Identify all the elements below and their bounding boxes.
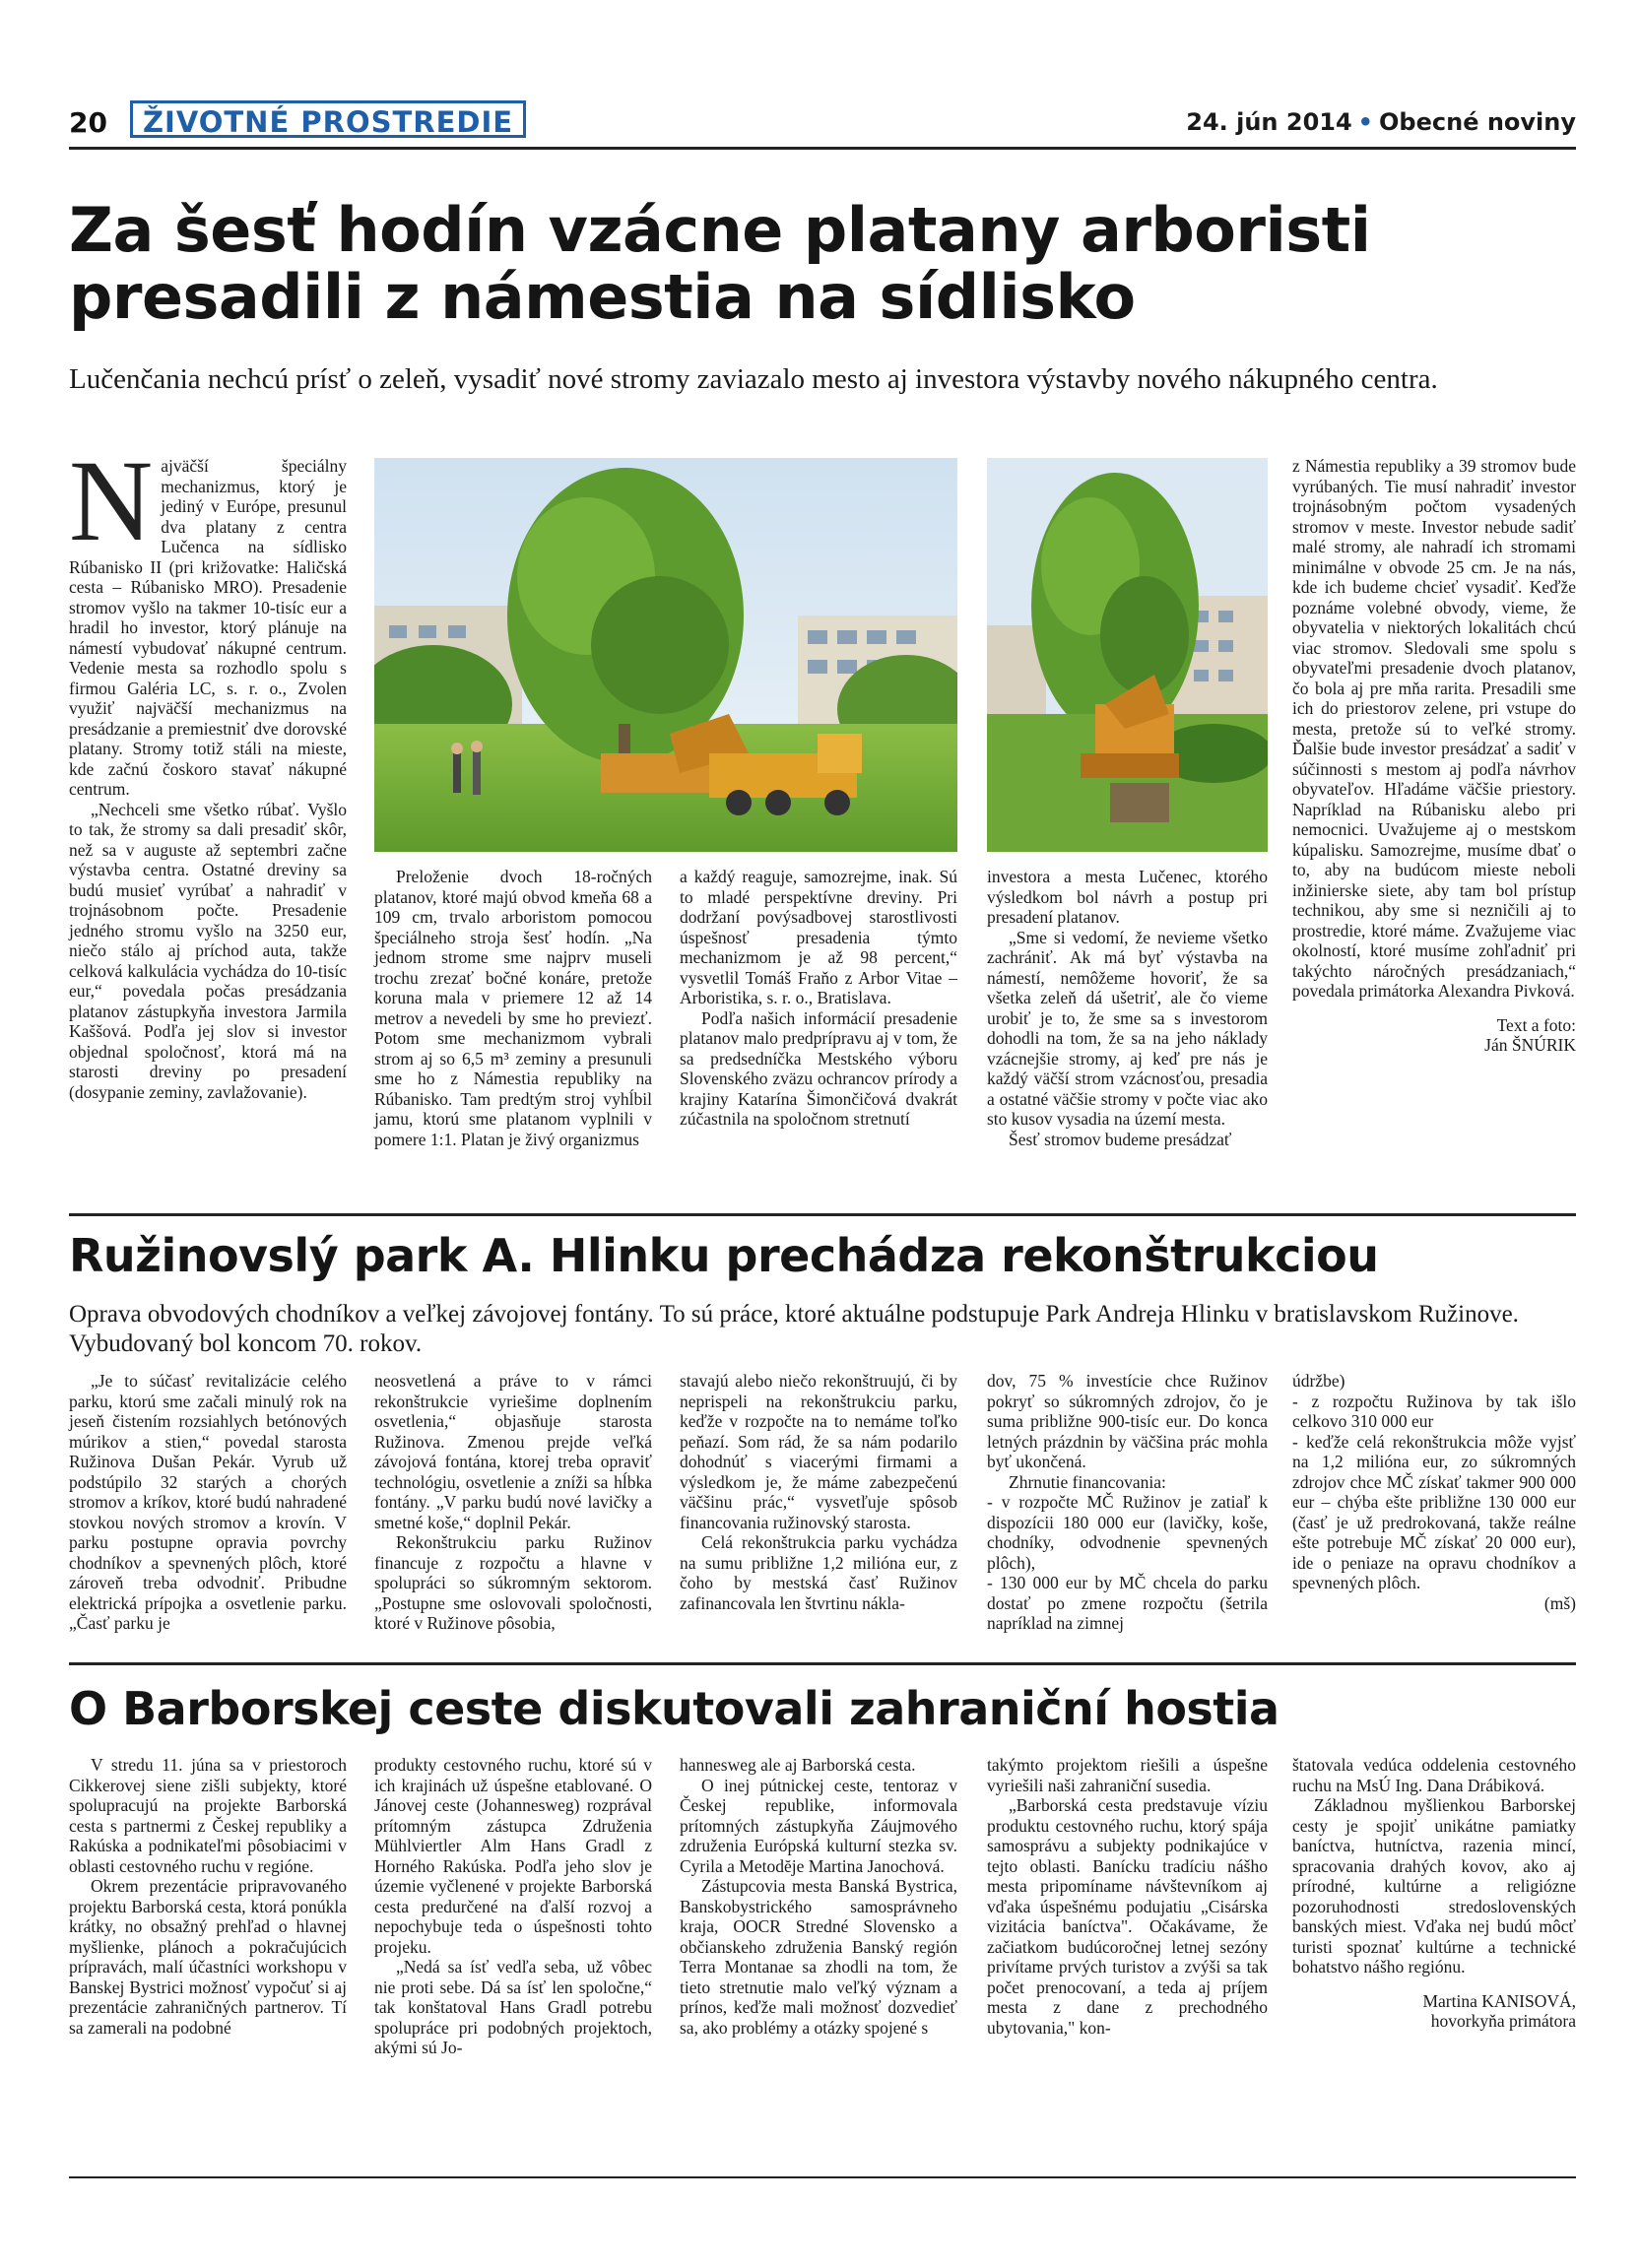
article1-col1-p1: Najväčší špeciálny mechanizmus, ktorý je jediný v Európe, presunul dva platany z centra Lučenca na sídlisko Rúbanisko II (pri križovatke: Haličská cesta – Rúbanisko MRO). Presadenie stromov vyšlo na takmer 10-tisíc eur a hradil ho investor, ktorý plánuje na námestí vybudovať nákupné centrum. Vedenie mesta sa rozhodlo spolu s firmou Galéria LC, s. r. o., Zvolen využiť najväčší mechanizmus na presádzanie a premiestniť dve dorovské platany. Stromy totiž stáli na mieste, kde začnú čoskoro stavať nákupné centrum. (69, 436, 347, 799)
page-number: 20 (69, 106, 107, 139)
article2-col4-p1: dov, 75 % investície chce Ružinov pokryť so súkromných zdrojov, čo je suma približne 900-tisíc eur. Do konca letných prázdnin by väčšina prác mohla byť ukončená. (987, 1371, 1268, 1471)
article1-col5-p1: z Námestia republiky a 39 stromov bude vyrúbaných. Tie musí nahradiť investor trojnásobným počtom vysadených stromov v meste. Investor nebude sadiť malé stromy, ale nahradí ich stromami minimálne v obvode 25 cm. Je na nás, kde ich budeme chcieť vysadiť. Keďže poznáme volebné obvody, vieme, že obyvatelia v niektorých lokalitách chcú viac stromov. Sledovali sme spolu s obyvateľmi presadenie dvoch platanov, čo bola aj pre mňa rarita. Presadili sme ich do priestorov zelene, pri vstupe do mesta, pretože sú to veľké stromy. Ďalšie bude investor presádzať a sadiť v súčinnosti s mestom aj podľa návrhov obyvateľov. Hľadáme väčšie priestory. Napríklad na Rúbanisku alebo pri nemocnici. Uvažujeme aj o mestskom kúpalisku. Samozrejme, musíme dbať o to, aby na budúcom mieste neboli inžinierske siete, aby tam bol prístup technikou, aby sme si nezničili aj to prostredie, ktoré máme. Zvažujeme viac okolností, ktoré musíme zohľadniť pri takýchto náročných presádzaniach,“ povedala primátorka Alexandra Pivková. (1292, 456, 1576, 1001)
article3-headline: O Barborskej ceste diskutovali zahraniční hostia (69, 1682, 1279, 1735)
article1-col3-p2: Podľa našich informácií presadenie platanov malo predprípravu aj v tom, že sa predsedníčka Mestského výboru Slovenského zväzu ochrancov prírody a krajiny Katarína Šimončičová dvakrát zúčastnila na spoločnom stretnutí (680, 1007, 957, 1129)
article2-col2-p2: Rekonštrukciu parku Ružinov financuje z rozpočtu a hlavne v spolupráci so súkromným sektorom. „Postupne sme oslovovali spoločnosti, ktoré v Ružinove pôsobia, (374, 1532, 652, 1633)
article1-col4-p3: Šesť stromov budeme presádzať (1009, 1129, 1232, 1149)
article2-col5-item2: - keďže celá rekonštrukcia môže vyjsť na 1,2 milióna eur, zo súkromných zdrojov chce MČ získať takmer 900 000 eur – chýba ešte približne 130 000 eur (časť je už predrokovaná, takže reálne ešte potrebuje MČ získať 20 000 eur), ide o peniaze na opravu chodníkov a spevnených plôch. (1292, 1431, 1576, 1592)
article1-column-5 (1292, 456, 1576, 1056)
photo-credit-author: Ján ŠNÚRIK (1484, 1035, 1576, 1055)
article1-headline-line2: presadili z námestia na sídlisko (69, 261, 1136, 333)
page-header (69, 98, 1576, 150)
article2-col4-item2: - 130 000 eur by MČ chcela do parku dostať po zmene rozpočtu (šetrila napríklad na zimnej (987, 1573, 1268, 1633)
article3-col4-p2: „Barborská cesta predstavuje víziu produktu cestovného ruchu, ktorý spája samosprávu a subjekty podnikajúce v tejto oblasti. Banícku tradíciu nášho mesta pripomíname návštevníkom aj vďaka úspešnému podujatiu „Cisárska vizitácia baníctva". Očakávame, že začiatkom budúcoročnej letnej sezóny privítame prvých turistov a zvýši sa tak počet prenocovaní, a teda aj príjem mesta z dane z prechodného ubytovania," kon- (987, 1795, 1268, 2038)
article2-col5-item1: - z rozpočtu Ružinova by tak išlo celkovo 310 000 eur (1292, 1391, 1576, 1431)
newspaper-name: Obecné noviny (1379, 108, 1576, 136)
article3-col3-p3: Zástupcovia mesta Banská Bystrica, Banskobystrického samosprávneho kraja, OOCR Stredné Slovensko a občianskeho združenia Banský región Terra Montanae sa zhodli na tom, že tieto stretnutie malo veľký význam a prínos, keďže mali možnosť dozvedieť sa, ako problémy a otázky spojené s (680, 1876, 957, 2038)
article2-col2-p1: neosvetlená a práve to v rámci rekonštrukcie vyriešime doplnením osvetlenia,“ objasňuje starosta Ružinova. Zmenou prejde veľká závojová fontána, ktorej treba opraviť technológiu, osvetlenie a zníži sa hĺbka fontány. „V parku budú nové lavičky a smetné koše,“ doplnil Pekár. (374, 1371, 652, 1532)
article1-col2-p1: Preloženie dvoch 18-ročných platanov, ktoré majú obvod kmeňa 68 a 109 cm, trvalo arboristom pomocou špeciálneho stroja šesť hodín. „Na jednom strome sme najprv museli trochu zrezať bočné konáre, pretože koruna mala v priemere 12 až 14 metrov a nevedeli by sme ho previezť. Potom sme mechanizmom vybrali strom aj so 6,5 m³ zeminy a presunuli sme ho z Námestia republiky na Rúbanisko. Tam predtým stroj vyhĺbil jamu, ktorú sme platanom vyplnili v pomere 1:1. Platan je živý organizmus (374, 867, 652, 1149)
article3-column-4 (987, 1755, 1268, 2038)
article3-col4-p1: takýmto projektom riešili a úspešne vyriešili naši zahraniční susedia. (987, 1755, 1268, 1795)
article3-col2-p1: produkty cestovného ruchu, ktoré sú v ich krajinách už úspešne etablované. O Jánovej ceste (Johannesweg) rozprával prítomným zástupca Združenia Mühlviertler Alm Hans Gradl z Horného Rakúska. Podľa jeho slov je územie vyčlenené v projekte Barborská cesta predurčené na ďalší rozvoj a nepochybuje teda o úspešnosti tohto projeku. (374, 1755, 652, 1957)
article2-col3-p1: stavajú alebo niečo rekonštruujú, či by neprispeli na rekonštrukciu parku, keďže v rozpočte na to nemáme toľko peňazí. Som rád, že sa nám podarilo dohodnúť s viacerými firmami a výsledkom je, že máme zabezpečenú väčšinu prác,“ vysvetľuje spôsob financovania ružinovský starosta. (680, 1371, 957, 1532)
article3-col5-p1: štatovala vedúca oddelenia cestovného ruchu na MsÚ Ing. Dana Drábiková. (1292, 1755, 1576, 1795)
article1-deck: Lučenčania nechcú prísť o zeleň, vysadiť nové stromy zaviazalo mesto aj investora výstavby nového nákupného centra. (69, 363, 1438, 395)
issue-date: 24. jún 2014 (1186, 108, 1352, 136)
section-rubric: ŽIVOTNÉ PROSTREDIE (130, 100, 526, 138)
divider-bottom (69, 2176, 1576, 2178)
article1-col3-p1: a každý reaguje, samozrejme, inak. Sú to mladé perspektívne dreviny. Pri dodržaní povýsadbovej starostlivosti úspešnosť presadenia týmto mechanizmom je až 98 percent,“ vysvetlil Tomáš Fraňo z Arbor Vitae – Arboristika, s. r. o., Bratislava. (680, 867, 957, 1007)
article3-col1-p2: Okrem prezentácie pripravovaného projektu Barborská cesta, ktorá ponúkla krátky, no obsažný prehľad o hlavnej myšlienke, plánoch a pokračujúcich prípravách, malí účastníci workshopu v Banskej Bystrici možnosť vypočuť si aj prezentácie zahraničných partnerov. Tí sa zamerali na podobné (69, 1876, 347, 2038)
separator-dot: • (1357, 108, 1374, 136)
article3-col3-p1: hannesweg ale aj Barborská cesta. (680, 1755, 916, 1775)
article1-column-1 (69, 436, 347, 1102)
article2-col4-p2: Zhrnutie financovania: (1009, 1471, 1166, 1492)
article1-column-4 (987, 867, 1268, 1149)
article1-col1-p2: „Nechceli sme všetko rúbať. Vyšlo to tak, že stromy sa dali presadiť skôr, než sa v auguste až septembri začne výstavba centra. Ostatné dreviny sa budú musieť vyrúbať a nahradiť v trojnásobnom počte. Presadenie jedného stromu vyšlo na 3250 eur, niečo stálo aj príchod auta, takže celková kalkulácia vychádza do 10-tisíc eur,“ povedala počas presádzania platanov zástupkyňa investora Jarmila Kaššová. Podľa jej slov si investor objednal spoločnosť, ktorá má na starosti dreviny po presadení (dosypanie zeminy, zavlažovanie). (69, 799, 347, 1102)
photo-credit-label: Text a foto: (1496, 1014, 1576, 1035)
article1-column-3 (680, 867, 957, 1130)
article1-headline-line1: Za šesť hodín vzácne platany arboristi (69, 194, 1371, 266)
article3-column-3 (680, 1755, 957, 2038)
article2-column-4 (987, 1371, 1268, 1634)
article3-column-5 (1292, 1755, 1576, 2032)
article3-col2-p2: „Nedá sa ísť vedľa seba, už vôbec nie proti sebe. Dá sa ísť len spoločne,“ tak konštatoval Hans Gradl potrebu spolupráce pri podobných projektoch, akými sú Jo- (374, 1957, 652, 2057)
article1-headline (69, 194, 1371, 333)
article1-col4-p2: „Sme si vedomí, že nevieme všetko zachrániť. Ak má byť výstavba na námestí, nemôžeme hovoriť, že sa všetka zeleň dá ušetriť, ale čo vieme urobiť je to, že sme sa s investorom dohodli na tom, že sa na jeho náklady vzácnejšie stromy, aj keď pre nás je každý väčší strom vzácnosťou, presadia a ostatné väčšie stromy v počte viac ako sto kusov vysadia na území mesta. (987, 927, 1268, 1129)
article1-column-2 (374, 867, 652, 1149)
article2-col5-p1: údržbe) (1292, 1371, 1345, 1391)
article3-signature-name: Martina KANISOVÁ, (1422, 1990, 1576, 2011)
article3-col3-p2: O inej pútnickej ceste, tentoraz v Českej republike, informovala prítomných zástupkyňa Záujmového združenia Európská kulturní stezka sv. Cyrila a Metodĕje Martina Janochová. (680, 1775, 957, 1876)
photo-tree-transplant-wide (374, 458, 957, 852)
issue-info (1186, 108, 1576, 136)
article2-headline: Ružinovslý park A. Hlinku prechádza rekonštrukciou (69, 1229, 1379, 1282)
article3-col5-p2: Základnou myšlienkou Barborskej cesty je spojiť unikátne pamiatky baníctva, hutníctva, razenia mincí, spracovania drahých kovov, ako aj prírodné, kultúrne a religiózne pozoruhodnosti stredoslovenských banských miest. Vďaka nej budú môcť turisti spoznať kultúrne a technické bohatstvo nášho regiónu. (1292, 1795, 1576, 1976)
article3-signature-title: hovorkyňa primátora (1430, 2011, 1576, 2031)
article2-col1-p1: „Je to súčasť revitalizácie celého parku, ktorú sme začali minulý rok na jeseň čistením rozsiahlych betónových múrikov a stien,“ povedal starosta Ružinova Dušan Pekár. Vyrub už podstúpilo 32 starých a chorých stromov a kríkov, ktoré budú nahradené stovkou nových stromov a krovín. V parku postupne opravia povrchy chodníkov a spevnených plôch, ktoré zároveň treba odvodniť. Pribudne elektrická prípojka a osvetlenie parku. „Časť parku je (69, 1371, 347, 1633)
article2-signature: (mš) (1543, 1592, 1576, 1613)
article3-column-1 (69, 1755, 347, 2038)
photo-tree-transplant-narrow (987, 458, 1268, 852)
article3-column-2 (374, 1755, 652, 2058)
divider-2 (69, 1662, 1576, 1665)
divider-1 (69, 1213, 1576, 1216)
article2-deck: Oprava obvodových chodníkov a veľkej závojovej fontány. To sú práce, ktoré aktuálne podstupuje Park Andreja Hlinku v bratislavskom Ružinove. Vybudovaný bol koncom 70. rokov. (69, 1301, 1519, 1357)
article2-column-5 (1292, 1371, 1576, 1613)
article2-column-1 (69, 1371, 347, 1634)
article2-column-3 (680, 1371, 957, 1613)
article1-col4-p1: investora a mesta Lučenec, ktorého výsledkom bol návrh a postup pri presadení platanov. (987, 867, 1268, 927)
article3-col1-p1: V stredu 11. júna sa v priestoroch Cikkerovej siene zišli subjekty, ktoré spolupracujú na projekte Barborská cesta s partnermi z Českej republiky a Rakúska a podnikateľmi pôsobiacimi v oblasti cestovného ruchu v regióne. (69, 1755, 347, 1876)
article2-column-2 (374, 1371, 652, 1634)
article2-col3-p2: Celá rekonštrukcia parku vychádza na sumu približne 1,2 milióna eur, z čoho by mestská časť Ružinov zafinancovala len štvrtinu nákla- (680, 1532, 957, 1613)
article2-col4-item1: - v rozpočte MČ Ružinov je zatiaľ k dispozícii 180 000 eur (lavičky, koše, chodníky, odvodnenie spevnených plôch), (987, 1492, 1268, 1573)
dropcap: N (69, 436, 154, 565)
